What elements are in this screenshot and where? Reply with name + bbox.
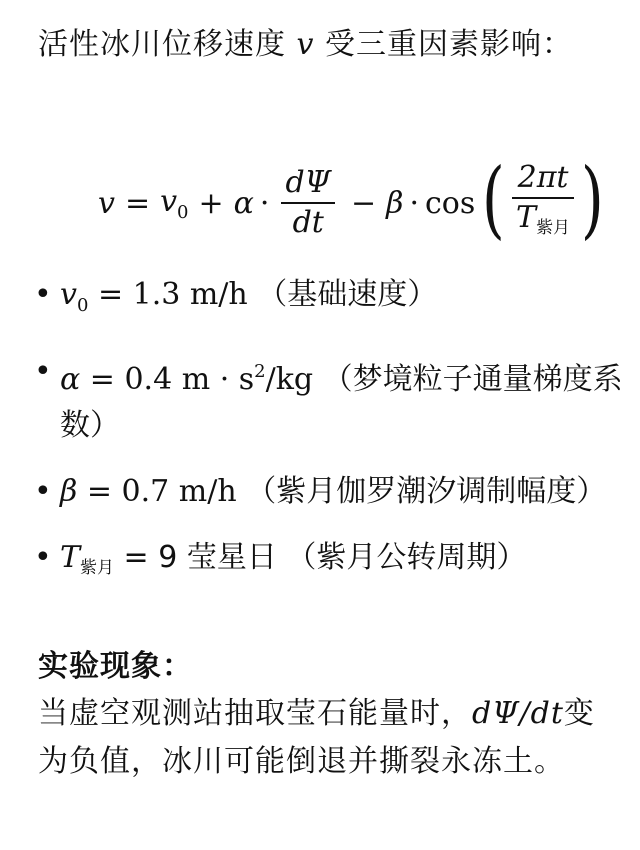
param-symbol: $v_0$ (60, 277, 89, 316)
param-value: = 0.4 $m \cdot s^2/kg$ (80, 361, 314, 397)
formula-beta: β (386, 185, 404, 221)
formula-eq: = (124, 185, 151, 221)
fraction-dt-denominator: dt (292, 205, 324, 240)
intro-var-v: v (296, 27, 315, 62)
param-value: = 0.7 m/h (77, 474, 237, 509)
intro-paragraph (38, 22, 608, 68)
bullet-dot: • (34, 474, 52, 509)
formula-dot-1: · (259, 185, 270, 221)
param-description: （紫月公转周期） (286, 540, 527, 575)
phenomenon-text-part2: 变为负值，冰川可能倒退并撕裂永冻土。 (38, 696, 595, 779)
parameter-list (34, 272, 630, 611)
phenomenon-math: dΨ/dt (472, 696, 564, 731)
param-symbol: α (60, 362, 81, 397)
right-paren: ) (580, 150, 604, 248)
formula-dot-2: · (409, 185, 419, 221)
fraction-2pit-numerator: 2πt (517, 160, 569, 195)
bullet-dot: • (34, 540, 52, 575)
param-description: （基础速度） (257, 277, 438, 312)
formula-lhs: v (98, 185, 115, 221)
param-description: （紫月伽罗潮汐调制幅度） (246, 474, 607, 509)
intro-text-before: 活性冰川位移速度 (38, 27, 297, 62)
param-symbol: β (60, 474, 78, 509)
fraction-2pit-T (512, 159, 574, 247)
phenomenon-text (38, 690, 604, 786)
formula-v0: $v_0$ (160, 183, 189, 223)
param-symbol: $T_{紫月}$ (60, 540, 115, 578)
bullet-dot: • (34, 354, 52, 389)
param-value: = 1.3 m/h (88, 277, 248, 312)
list-item-alpha (34, 349, 630, 449)
formula-cos: cos (425, 185, 476, 221)
bullet-dot: • (34, 277, 52, 312)
param-value: = 9 莹星日 (114, 540, 277, 575)
formula-alpha: α (233, 185, 254, 221)
phenomenon-text-part1: 当虚空观测站抽取莹石能量时， (38, 696, 472, 731)
param-description: （梦境粒子通量梯度系数） (60, 362, 623, 443)
fraction-dpsi-dt (281, 164, 335, 242)
list-item-T (34, 535, 630, 591)
list-item-beta (34, 469, 630, 515)
velocity-formula (98, 148, 604, 258)
phenomenon-title: 实验现象： (38, 649, 193, 684)
formula-minus: − (350, 185, 377, 221)
formula-plus: + (198, 185, 224, 221)
fraction-dpsi-numerator: dΨ (285, 165, 331, 200)
left-paren: ( (482, 150, 506, 248)
list-item-v0 (34, 272, 630, 329)
fraction-T-denominator: $T_{紫月}$ (516, 200, 571, 238)
intro-text-after: 受三重因素影响： (314, 27, 574, 62)
